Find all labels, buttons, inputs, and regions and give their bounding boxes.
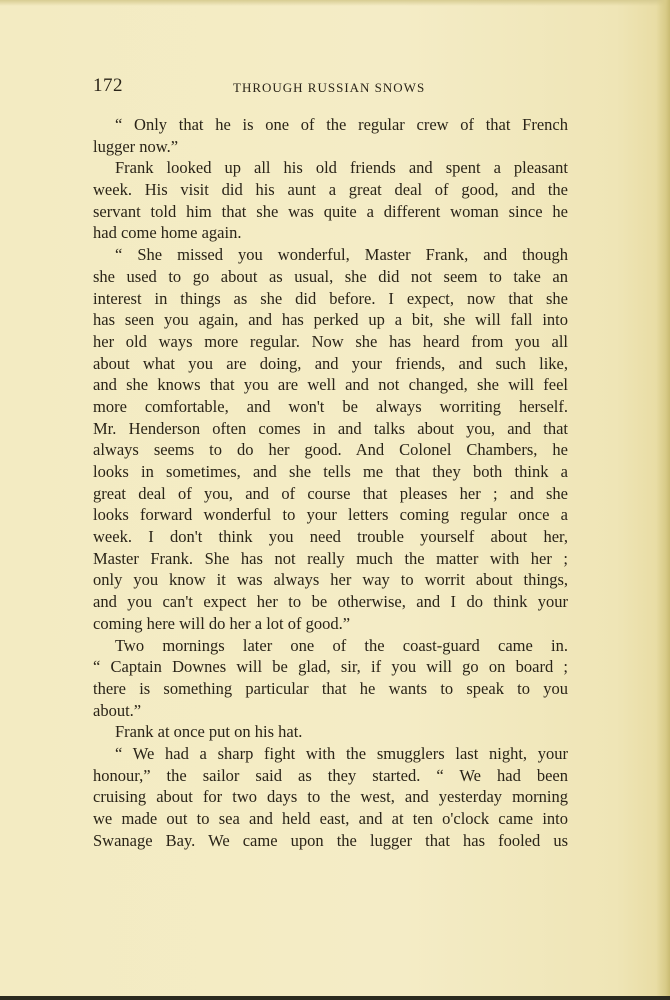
text-line: “ Captain Downes will be glad, sir, if you will go on board ; [93, 657, 568, 677]
text-line: always seems to do her good. And Colonel Chambers, he [93, 440, 568, 460]
text-line: Frank looked up all his old friends and spent a pleasant [115, 158, 568, 178]
text-line: looks in sometimes, and she tells me that they both think a [93, 462, 568, 481]
text-line: has seen you again, and has perked up a bit, she will fall into [93, 310, 568, 330]
text-line: week. His visit did his aunt a great deal of good, and the [93, 180, 568, 200]
body-text [93, 114, 568, 851]
text-line: lugger now.” [93, 136, 179, 156]
text-line: great deal of you, and of course that pleases her ; and she [93, 483, 568, 503]
text-line: “ Only that he is one of the regular crew of that French [115, 115, 568, 134]
text-line: week. I don't think you need trouble yourself about her, [93, 527, 568, 547]
text-line: Mr. Henderson often comes in and talks about you, and that [93, 418, 568, 438]
text-line: looks forward wonderful to your letters coming regular once a [93, 505, 568, 525]
page-right-edge [656, 0, 670, 1000]
text-line: honour,” the sailor said as they started. “ We had been [93, 765, 568, 785]
text-line: Master Frank. She has not really much the matter with her ; [93, 548, 568, 568]
text-line: she used to go about as usual, she did not seem to take an [93, 266, 568, 286]
text-line: had come home again. [93, 223, 242, 243]
text-line: interest in things as she did before. I expect, now that she [93, 288, 568, 308]
text-line: and she knows that you are well and not changed, she will feel [93, 375, 568, 395]
page-bottom-edge [0, 996, 670, 1000]
text-line: we made out to sea and held east, and at ten o'clock came into [93, 809, 568, 828]
text-line: Swanage Bay. We came upon the lugger that has fooled us [93, 830, 568, 850]
text-line: “ We had a sharp fight with the smugglers last night, your [115, 743, 568, 763]
text-line: her old ways more regular. Now she has heard from you all [93, 331, 568, 351]
running-title: THROUGH RUSSIAN SNOWS [233, 80, 426, 95]
text-line: only you know it was always her way to worrit about things, [93, 570, 568, 590]
text-line: Two mornings later one of the coast-guard came in. [115, 635, 568, 655]
text-line: about what you are doing, and your friends, and such like, [93, 353, 568, 373]
text-line: more comfortable, and won't be always worriting herself. [93, 396, 568, 416]
text-line: cruising about for two days to the west, and yesterday morning [93, 787, 568, 807]
text-line: coming here will do her a lot of good.” [93, 613, 351, 633]
text-line: about.” [93, 700, 142, 720]
text-line: there is something particular that he wants to speak to you [93, 678, 568, 698]
page-number: 172 [93, 75, 123, 96]
text-line: and you can't expect her to be otherwise, and I do think your [93, 592, 568, 612]
text-line: “ She missed you wonderful, Master Frank, and though [115, 245, 568, 265]
page-header [93, 75, 568, 101]
text-line: servant told him that she was quite a different woman since he [93, 201, 568, 221]
page-top-edge [0, 0, 670, 6]
text-line: Frank at once put on his hat. [115, 722, 303, 742]
